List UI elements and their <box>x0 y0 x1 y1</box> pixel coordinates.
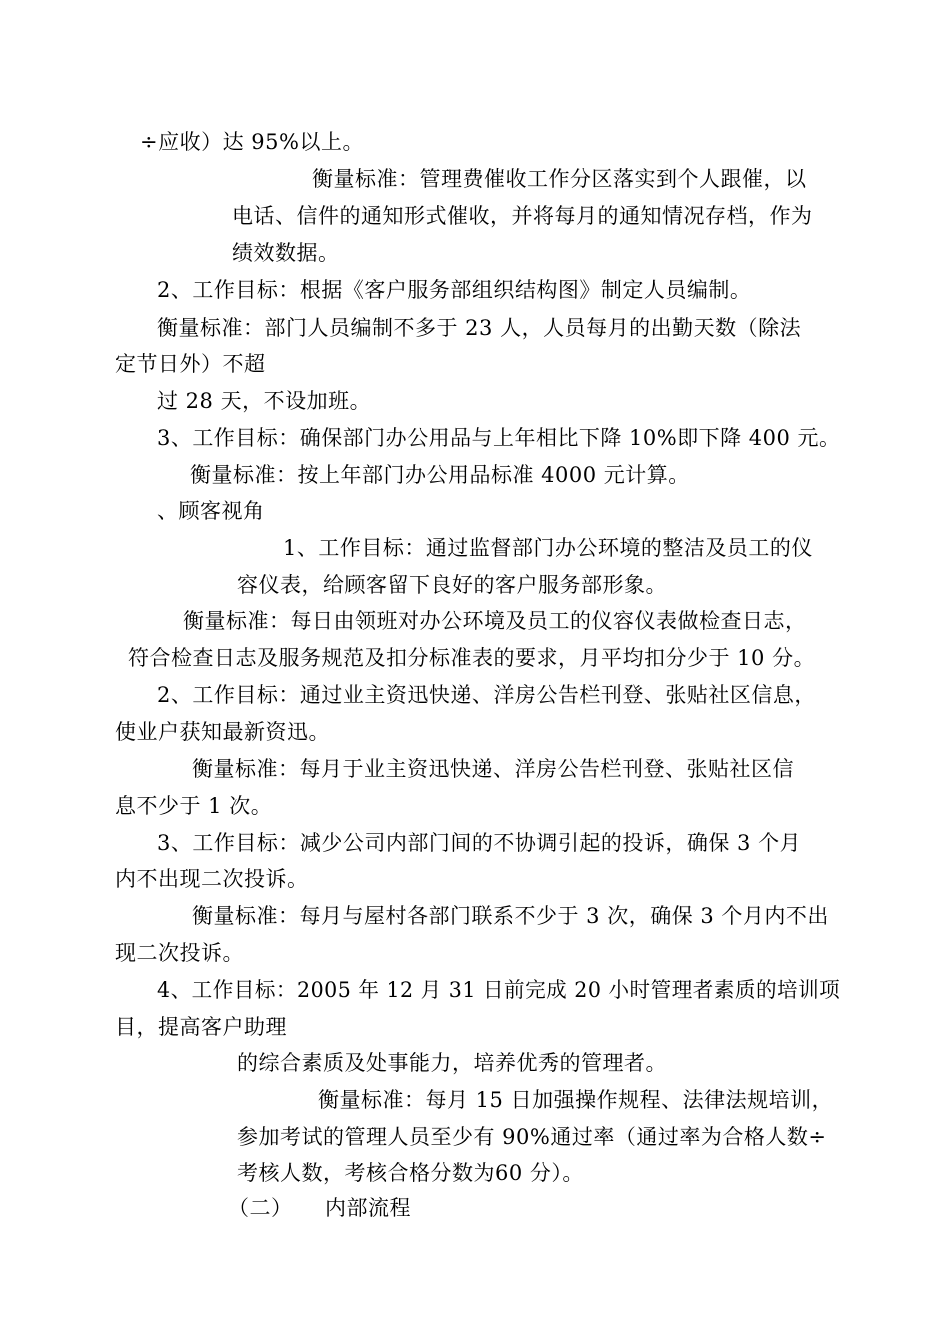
text-line: 内不出现二次投诉。 <box>115 867 309 891</box>
text-line: 衡量标准：每月于业主资迅快递、洋房公告栏刊登、张贴社区信 <box>192 757 794 781</box>
text-line: 衡量标准：每月与屋村各部门联系不少于 3 次，确保 3 个月内不出 <box>192 904 829 928</box>
text-line: 考核人数，考核合格分数为60 分）。 <box>237 1161 584 1185</box>
section-heading: 、顾客视角 <box>157 499 265 523</box>
text-line: 3、工作目标：确保部门办公用品与上年相比下降 10%即下降 400 元。 <box>157 426 841 450</box>
text-line: 定节日外）不超 <box>115 352 266 376</box>
text-line: 参加考试的管理人员至少有 90%通过率（通过率为合格人数÷ <box>237 1125 827 1149</box>
text-line: 衡量标准：每日由领班对办公环境及员工的仪容仪表做检查日志， <box>183 609 807 633</box>
section-heading: （二） 内部流程 <box>228 1196 411 1220</box>
text-line: 衡量标准：部门人员编制不多于 23 人，人员每月的出勤天数（除法 <box>157 316 802 340</box>
text-line: 衡量标准：管理费催收工作分区落实到个人跟催，以 <box>312 167 807 191</box>
text-line: 4、工作目标：2005 年 12 月 31 日前完成 20 小时管理者素质的培训项 <box>157 978 841 1002</box>
text-line: 现二次投诉。 <box>115 941 244 965</box>
text-line: 过 28 天，不设加班。 <box>157 389 372 413</box>
text-line: 衡量标准：按上年部门办公用品标准 4000 元计算。 <box>190 463 690 487</box>
text-line: 的综合素质及处事能力，培养优秀的管理者。 <box>237 1051 667 1075</box>
text-line: 使业户获知最新资迅。 <box>115 720 330 744</box>
text-line: 2、工作目标：根据《客户服务部组织结构图》制定人员编制。 <box>157 278 752 302</box>
text-line: 息不少于 1 次。 <box>115 794 273 818</box>
text-line: 绩效数据。 <box>232 241 340 265</box>
text-line: 衡量标准：每月 15 日加强操作规程、法律法规培训， <box>318 1088 834 1112</box>
text-line: 符合检查日志及服务规范及扣分标准表的要求，月平均扣分少于 10 分。 <box>128 646 816 670</box>
text-line: 容仪表，给顾客留下良好的客户服务部形象。 <box>237 573 667 597</box>
text-line: 3、工作目标：减少公司内部门间的不协调引起的投诉，确保 3 个月 <box>157 831 802 855</box>
text-line: 2、工作目标：通过业主资迅快递、洋房公告栏刊登、张贴社区信息， <box>157 683 816 707</box>
text-line: 1、工作目标：通过监督部门办公环境的整洁及员工的仪 <box>283 536 813 560</box>
text-line: 电话、信件的通知形式催收，并将每月的通知情况存档，作为 <box>232 204 813 228</box>
text-line: ÷应收）达 95%以上。 <box>140 130 364 154</box>
text-line: 目，提高客户助理 <box>115 1015 287 1039</box>
